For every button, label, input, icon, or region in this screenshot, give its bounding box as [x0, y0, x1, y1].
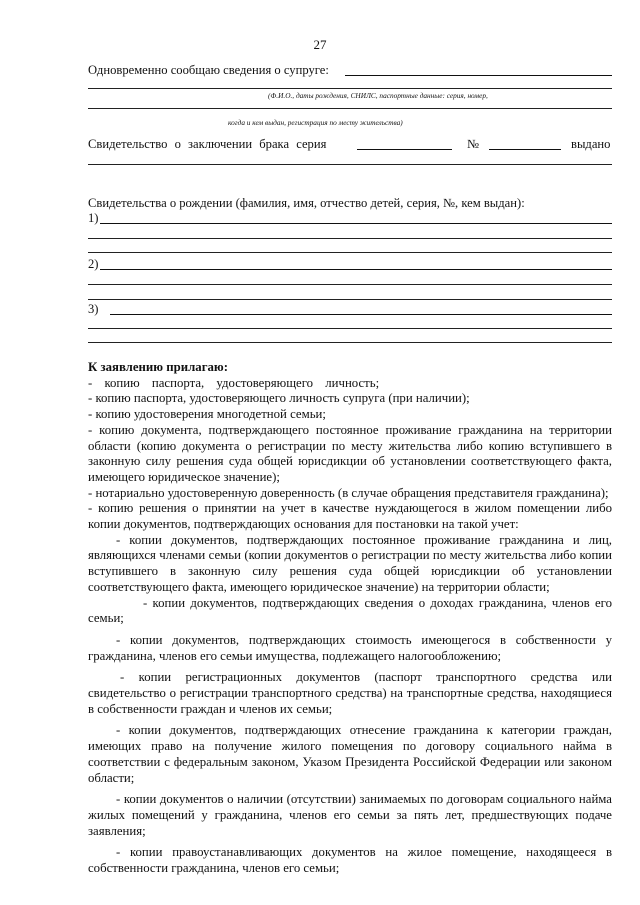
attachment-subitem: - копии документов о наличии (отсутствии) занимаемых по договорам социального найма жилых помещений у гражданина, членов его семьи за пять лет, предшествующих подаче заявления;: [88, 792, 612, 838]
marriage-number-sign: №: [467, 137, 480, 151]
attachment-subitem: - копии документов, подтверждающих отнесение гражданина к категории граждан, имеющих право на получение жилого помещения по договору социального найма в соответствии с федеральным законом, Указом Президента Российской Федерации или законом области;: [88, 723, 612, 785]
spouse-hint-2: когда и кем выдан, регистрация по месту жительства): [228, 118, 403, 127]
page-number: 27: [313, 37, 327, 52]
attachment-item: - копию решения о принятии на учет в качестве нуждающегося в жилом помещении либо копии документов, подтверждающих основания для постановки на такой учет:: [88, 501, 612, 532]
birth-item-1-num: 1): [88, 211, 99, 225]
marriage-line-2[interactable]: [88, 164, 612, 165]
birth-item-1-line-3[interactable]: [88, 252, 612, 253]
attachment-item: - копию документа, подтверждающего постоянное проживание гражданина на территории области (копию документа о регистрации по месту жительства либо копию вступившего в законную силу решения суда общей юрисдикции об установлении соответствующего факта, имеющего юридическое значение);: [88, 422, 612, 484]
spouse-line-3[interactable]: [88, 108, 612, 109]
birth-item-3-line[interactable]: [110, 314, 612, 315]
marriage-label: Свидетельство о заключении брака серия: [88, 137, 327, 151]
attachment-subitem: - копии документов, подтверждающих сведения о доходах гражданина, членов его семьи;: [88, 595, 612, 626]
spouse-fill-line[interactable]: [345, 75, 612, 76]
birth-item-2-num: 2): [88, 257, 99, 271]
spouse-hint-1: (Ф.И.О., даты рождения, СНИЛС, паспортные данные: серия, номер,: [268, 91, 488, 100]
attachment-subitem: - копии документов, подтверждающих стоимость имеющегося в собственности у гражданина, членов его семьи имущества, подлежащего налогообложению;: [88, 632, 612, 663]
births-label: Свидетельства о рождении (фамилия, имя, отчество детей, серия, №, кем выдан):: [88, 196, 525, 210]
birth-item-3-num: 3): [88, 302, 99, 316]
attachment-item: - копию паспорта, удостоверяющего личность;: [88, 375, 380, 390]
marriage-series-line[interactable]: [357, 149, 452, 150]
birth-item-2-line-2[interactable]: [88, 284, 612, 285]
attachment-item: - копию паспорта, удостоверяющего личность супруга (при наличии);: [88, 391, 470, 406]
attachment-subitem: - копии правоустанавливающих документов на жилое помещение, находящееся в собственности гражданина, членов его семьи;: [88, 845, 612, 876]
birth-item-2-line[interactable]: [100, 269, 612, 270]
marriage-issued: выдано: [571, 137, 611, 151]
marriage-number-line[interactable]: [489, 149, 561, 150]
birth-item-2-line-3[interactable]: [88, 299, 612, 300]
attachment-subitem: - копии регистрационных документов (паспорт транспортного средства или свидетельство о регистрации транспортного средства) на транспортные средства, находящиеся в собственности граждан и членов их семьи;: [88, 670, 612, 716]
spouse-label: Одновременно сообщаю сведения о супруге:: [88, 63, 329, 77]
birth-item-3-line-3[interactable]: [88, 342, 612, 343]
spouse-line-2[interactable]: [88, 88, 612, 89]
attachment-subitem: - копии документов, подтверждающих постоянное проживание гражданина и лиц, являющихся членами семьи (копии документов о регистрации по месту жительства либо копии вступившего в законную силу решения суда общей юрисдикции об установлении соответствующего факта, имеющего юридическое значение) на территории области;: [88, 532, 612, 594]
birth-item-1-line[interactable]: [100, 223, 612, 224]
birth-item-3-line-2[interactable]: [88, 328, 612, 329]
attachment-item: - нотариально удостоверенную доверенность (в случае обращения представителя гражданина);: [88, 485, 609, 500]
birth-item-1-line-2[interactable]: [88, 238, 612, 239]
attachments-heading: К заявлению прилагаю:: [88, 360, 228, 374]
attachments-section: [88, 360, 612, 877]
attachment-item: - копию удостоверения многодетной семьи;: [88, 407, 326, 422]
